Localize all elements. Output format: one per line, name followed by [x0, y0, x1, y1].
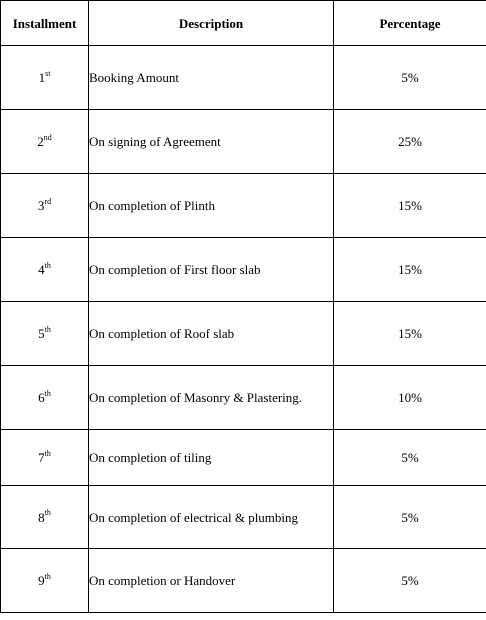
installment-number [1, 238, 89, 302]
installment-percentage: 5% [334, 430, 486, 486]
ordinal-suffix: st [45, 68, 51, 78]
table-row [1, 549, 486, 613]
installment-number [1, 302, 89, 366]
installment-percentage: 10% [334, 366, 486, 430]
ordinal-suffix: th [44, 388, 51, 398]
installment-description: On signing of Agreement [89, 110, 334, 174]
installment-number [1, 366, 89, 430]
installment-digit: 3 [37, 198, 45, 213]
table-row [1, 174, 486, 238]
installment-digit: 4 [38, 262, 45, 277]
table-row [1, 486, 486, 549]
installment-number [1, 486, 89, 549]
ordinal-suffix: th [44, 260, 51, 270]
installment-digit: 9 [38, 573, 45, 588]
ordinal-suffix: th [44, 508, 51, 518]
table-row [1, 110, 486, 174]
header-installment: Installment [1, 1, 89, 46]
installment-description: On completion of electrical & plumbing [89, 486, 334, 549]
ordinal-suffix: th [44, 571, 51, 581]
ordinal-suffix: rd [44, 196, 52, 206]
table-row [1, 302, 486, 366]
installment-number [1, 430, 89, 486]
ordinal-suffix: th [44, 324, 51, 334]
installment-description: On completion of tiling [89, 430, 334, 486]
header-description: Description [89, 1, 334, 46]
installment-percentage: 5% [334, 486, 486, 549]
ordinal-suffix: nd [43, 132, 52, 142]
table-row [1, 430, 486, 486]
installment-description: On completion or Handover [89, 549, 334, 613]
installment-percentage: 25% [334, 110, 486, 174]
installment-number [1, 174, 89, 238]
installment-description: Booking Amount [89, 46, 334, 110]
installment-number [1, 110, 89, 174]
installment-percentage: 5% [334, 549, 486, 613]
installment-digit: 1 [38, 70, 46, 85]
table-row [1, 366, 486, 430]
installment-percentage: 5% [334, 46, 486, 110]
installment-percentage: 15% [334, 302, 486, 366]
installment-description: On completion of Roof slab [89, 302, 334, 366]
installment-digit: 2 [37, 134, 44, 149]
table-header-row [1, 1, 486, 46]
installment-number [1, 549, 89, 613]
table-row [1, 238, 486, 302]
installment-percentage: 15% [334, 238, 486, 302]
table-row [1, 46, 486, 110]
installment-description: On completion of Masonry & Plastering. [89, 366, 334, 430]
installment-description: On completion of First floor slab [89, 238, 334, 302]
installment-digit: 6 [38, 390, 45, 405]
ordinal-suffix: th [44, 448, 51, 458]
installment-digit: 5 [38, 326, 45, 341]
installment-digit: 7 [38, 450, 45, 465]
installment-digit: 8 [38, 509, 45, 525]
installment-description: On completion of Plinth [89, 174, 334, 238]
installment-percentage: 15% [334, 174, 486, 238]
installment-number [1, 46, 89, 110]
header-percentage: Percentage [334, 1, 486, 46]
